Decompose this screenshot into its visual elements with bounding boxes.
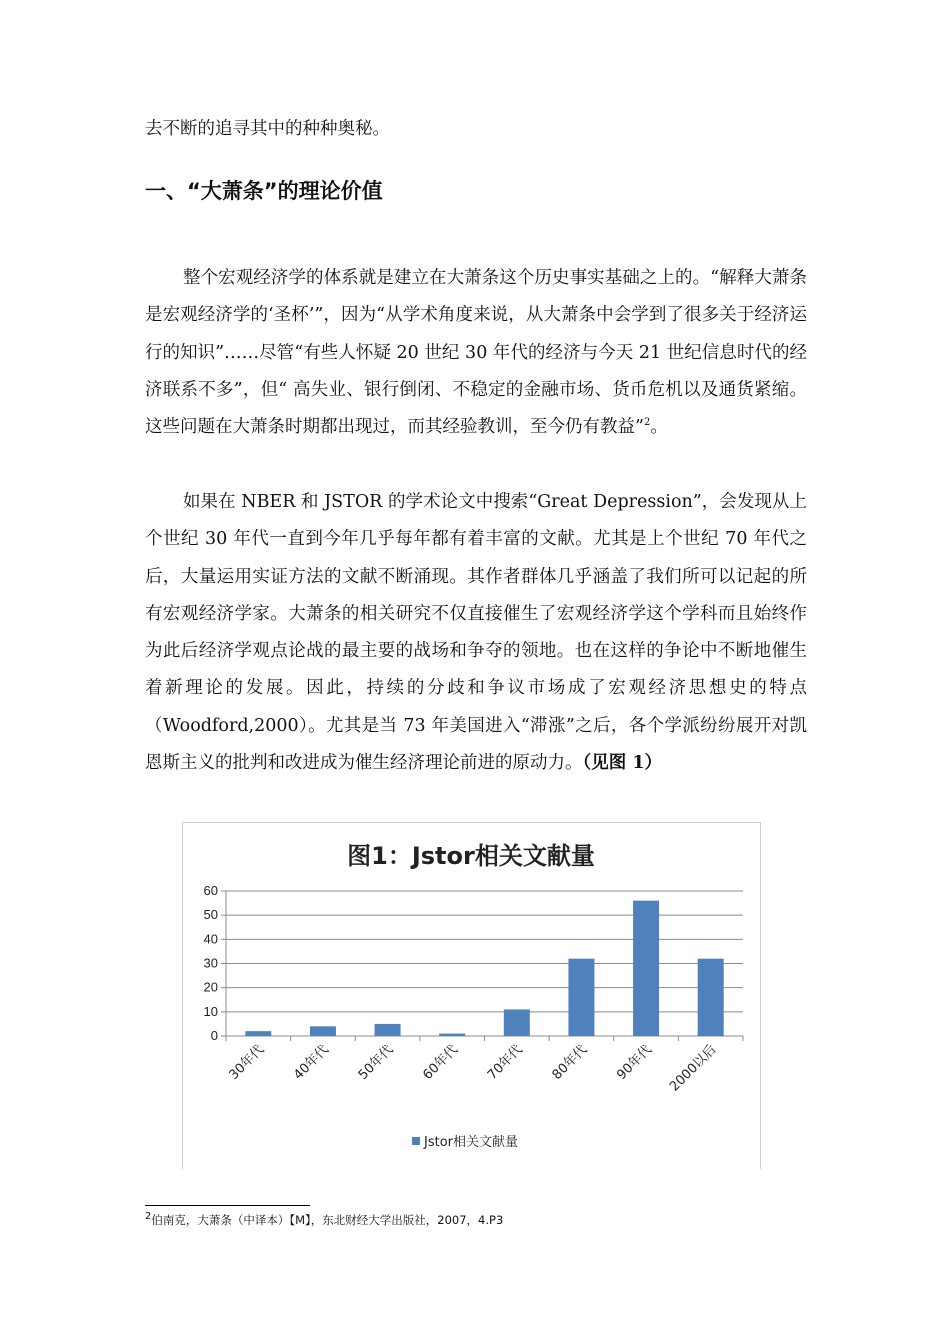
y-tick-label: 20: [203, 979, 218, 995]
y-tick-label: 30: [203, 955, 218, 971]
footnote-separator: [145, 1205, 310, 1206]
paragraph-1-text: 整个宏观经济学的体系就是建立在大萧条这个历史事实基础之上的。“解释大萧条是宏观经济学的‘圣杯’”，因为“从学术角度来说，从大萧条中会学到了很多关于经济运行的知识”……尽管“有些人怀疑 20 世纪 30 年代的经济与今天 21 世纪信息时代的经济联系不多”，但“ 高失业、银行倒闭、不稳定的金融市场、货币危机以及通货紧缩。这些问题在大萧条时期都出现过，而其经验教训，至今仍有教益”: [145, 268, 807, 438]
chart-legend: [412, 1134, 518, 1150]
footnote-ref[interactable]: 2: [643, 417, 651, 429]
paragraph-1-end: 。: [650, 417, 668, 438]
bar: [698, 959, 724, 1036]
legend-swatch: [412, 1137, 420, 1145]
x-tick-label: 60年代: [420, 1042, 462, 1083]
footnote-number: 2: [145, 1211, 152, 1223]
bar: [245, 1031, 271, 1036]
figure-reference: （见图 1）: [582, 753, 663, 774]
y-tick-label: 50: [203, 907, 218, 923]
chart-title: 图1：Jstor相关文献量: [347, 842, 595, 870]
bar: [310, 1026, 336, 1036]
section-heading: 一、“大萧条”的理论价值: [145, 179, 383, 203]
x-tick-label: 2000以后: [667, 1042, 720, 1095]
paragraph-2: [145, 484, 807, 782]
bar: [568, 959, 594, 1036]
chart-gridlines: [221, 891, 743, 1041]
x-axis-labels: [226, 1042, 720, 1095]
paragraph-2-text: 如果在 NBER 和 JSTOR 的学术论文中搜索“Great Depression”，会发现从上个世纪 30 年代一直到今年几乎每年都有着丰富的文献。尤其是上个世纪 70 年代之后，大量运用实证方法的文献不断涌现。其作者群体几乎涵盖了我们所可以记起的所有宏观经济学家。大萧条的相关研究不仅直接催生了宏观经济学这个学科而且始终作为此后经济学观点论战的最主要的战场和争夺的领地。也在这样的争论中不断地催生着新理论的发展。因此，持续的分歧和争议市场成了宏观经济思想史的特点（Woodford,2000）。尤其是当 73 年美国进入“滞涨”之后，各个学派纷纷展开对凯恩斯主义的批判和改进成为催生经济理论前进的原动力。: [145, 492, 807, 774]
x-tick-label: 30年代: [226, 1042, 268, 1083]
bar: [439, 1034, 465, 1036]
legend-label: Jstor相关文献量: [424, 1135, 519, 1150]
footnote-text: 伯南克，大萧条（中译本）【M】，东北财经大学出版社，2007，4.P3: [151, 1213, 504, 1227]
x-tick-label: 70年代: [484, 1042, 526, 1083]
x-tick-label: 40年代: [291, 1042, 332, 1083]
y-tick-label: 10: [203, 1003, 218, 1019]
chart-canvas: [183, 823, 760, 1169]
x-tick-label: 80年代: [549, 1042, 591, 1083]
x-tick-label: 90年代: [614, 1042, 655, 1083]
footnote: [145, 1212, 503, 1228]
chart-bars: [245, 901, 723, 1036]
y-axis-ticks: [204, 883, 218, 1043]
y-tick-label: 40: [203, 931, 218, 947]
intro-line: 去不断的追寻其中的种种奥秘。: [145, 119, 390, 139]
paragraph-1: [145, 260, 807, 446]
bar: [375, 1024, 401, 1036]
x-tick-label: 50年代: [355, 1042, 397, 1083]
bar: [504, 1009, 530, 1036]
bar: [633, 901, 659, 1036]
y-tick-label: 0: [210, 1028, 218, 1043]
y-tick-label: 60: [203, 883, 218, 898]
figure-1-chart: [182, 822, 761, 1169]
